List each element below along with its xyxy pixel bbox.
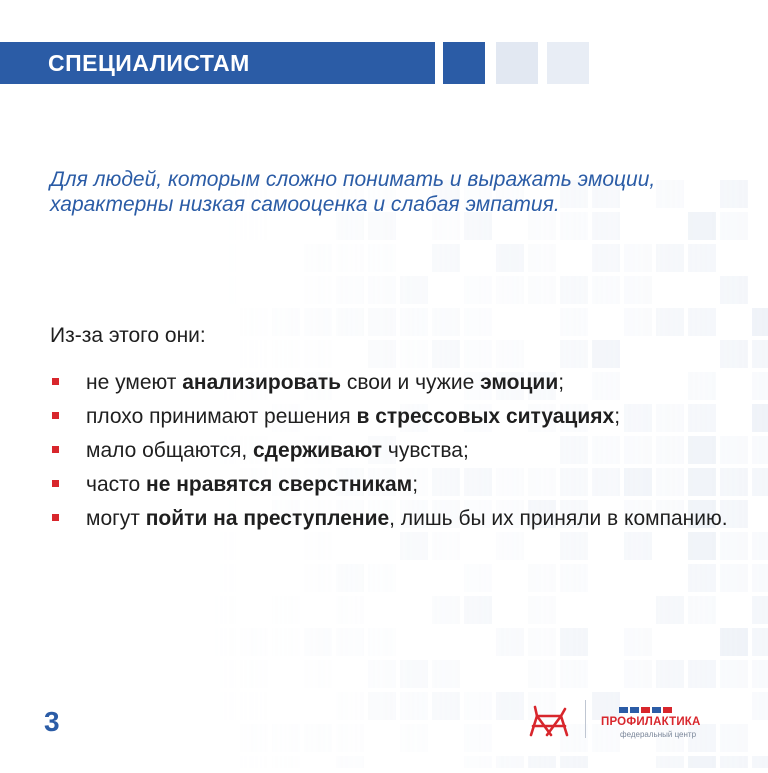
- list-item-text: мало общаются,: [86, 439, 253, 462]
- grid-cell: [336, 308, 364, 336]
- grid-cell: [208, 660, 236, 688]
- grid-cell: [432, 308, 460, 336]
- grid-cell: [208, 244, 236, 272]
- grid-cell: [304, 340, 332, 368]
- grid-cell: [304, 276, 332, 304]
- list-item: [50, 506, 730, 531]
- grid-cell: [752, 596, 768, 624]
- grid-cell: [368, 564, 396, 592]
- grid-cell: [688, 308, 716, 336]
- consequences-list: [50, 370, 730, 540]
- grid-cell: [304, 660, 332, 688]
- grid-cell: [528, 564, 556, 592]
- grid-cell: [752, 532, 768, 560]
- grid-cell: [752, 660, 768, 688]
- grid-cell: [464, 564, 492, 592]
- list-item-emphasis: сдерживают: [253, 439, 383, 462]
- grid-cell: [336, 564, 364, 592]
- grid-cell: [432, 692, 460, 720]
- grid-cell: [368, 660, 396, 688]
- header-decor-square: [547, 42, 589, 84]
- grid-cell: [720, 628, 748, 656]
- grid-cell: [464, 340, 492, 368]
- logo-name: ПРОФИЛАКТИКА: [601, 716, 701, 728]
- grid-cell: [752, 436, 768, 464]
- grid-cell: [496, 756, 524, 768]
- square-bullet-icon: [52, 514, 59, 521]
- grid-cell: [496, 692, 524, 720]
- grid-cell: [624, 308, 652, 336]
- grid-cell: [400, 340, 428, 368]
- list-item-emphasis: анализировать: [182, 371, 342, 394]
- grid-cell: [720, 660, 748, 688]
- list-item-text: , лишь бы их приняли в компанию.: [389, 507, 728, 530]
- list-item: [50, 370, 730, 395]
- grid-cell: [720, 724, 748, 752]
- grid-cell: [400, 692, 428, 720]
- list-item-text: свои и чужие: [341, 371, 481, 394]
- grid-cell: [656, 756, 684, 768]
- grid-cell: [496, 628, 524, 656]
- grid-cell: [368, 276, 396, 304]
- grid-cell: [688, 660, 716, 688]
- grid-cell: [528, 756, 556, 768]
- logo-subtitle: федеральный центр: [620, 730, 697, 739]
- intro-text: Для людей, которым сложно понимать и выражать эмоции, характерны низкая самооценка и слабая эмпатия.: [50, 168, 656, 216]
- grid-cell: [560, 628, 588, 656]
- grid-cell: [720, 212, 748, 240]
- grid-cell: [624, 660, 652, 688]
- list-item-text: плохо принимают решения: [86, 405, 357, 428]
- chair-logo-icon: [527, 704, 571, 738]
- grid-cell: [592, 276, 620, 304]
- grid-cell: [432, 660, 460, 688]
- square-bullet-icon: [52, 378, 59, 385]
- grid-cell: [752, 692, 768, 720]
- header-decor-square: [443, 42, 485, 84]
- list-item-emphasis: пойти на преступление: [145, 507, 390, 530]
- list-item-emphasis: не нравятся сверстникам: [146, 473, 413, 496]
- grid-cell: [240, 628, 268, 656]
- grid-cell: [592, 244, 620, 272]
- grid-cell: [432, 244, 460, 272]
- grid-cell: [688, 244, 716, 272]
- grid-cell: [464, 596, 492, 624]
- grid-cell: [752, 756, 768, 768]
- grid-cell: [560, 340, 588, 368]
- grid-cell: [464, 724, 492, 752]
- grid-cell: [400, 724, 428, 752]
- lead-text: Из-за этого они:: [50, 324, 206, 347]
- grid-cell: [688, 596, 716, 624]
- grid-cell: [752, 564, 768, 592]
- grid-cell: [560, 564, 588, 592]
- grid-cell: [528, 276, 556, 304]
- grid-cell: [336, 244, 364, 272]
- grid-cell: [656, 660, 684, 688]
- grid-cell: [496, 276, 524, 304]
- grid-cell: [496, 244, 524, 272]
- grid-cell: [208, 628, 236, 656]
- grid-cell: [240, 340, 268, 368]
- grid-cell: [240, 724, 268, 752]
- grid-cell: [336, 692, 364, 720]
- grid-cell: [752, 372, 768, 400]
- grid-cell: [528, 660, 556, 688]
- grid-cell: [464, 692, 492, 720]
- grid-cell: [592, 340, 620, 368]
- grid-cell: [560, 756, 588, 768]
- grid-cell: [688, 756, 716, 768]
- grid-cell: [272, 724, 300, 752]
- header-decor-square: [496, 42, 538, 84]
- grid-cell: [368, 244, 396, 272]
- grid-cell: [336, 628, 364, 656]
- grid-cell: [272, 756, 300, 768]
- grid-cell: [464, 308, 492, 336]
- grid-cell: [496, 340, 524, 368]
- logo-divider: [585, 700, 586, 738]
- grid-cell: [464, 756, 492, 768]
- list-item: [50, 438, 730, 463]
- grid-cell: [624, 276, 652, 304]
- grid-cell: [432, 596, 460, 624]
- grid-cell: [208, 564, 236, 592]
- grid-cell: [656, 308, 684, 336]
- grid-cell: [592, 724, 620, 752]
- grid-cell: [752, 628, 768, 656]
- list-item-text: чувства;: [382, 439, 469, 462]
- grid-cell: [624, 244, 652, 272]
- grid-cell: [208, 276, 236, 304]
- grid-cell: [304, 564, 332, 592]
- grid-cell: [400, 660, 428, 688]
- grid-cell: [336, 756, 364, 768]
- grid-cell: [432, 340, 460, 368]
- grid-cell: [336, 276, 364, 304]
- list-item-text: ;: [558, 371, 565, 394]
- grid-cell: [720, 756, 748, 768]
- list-item-text: ;: [412, 473, 419, 496]
- grid-cell: [240, 308, 268, 336]
- grid-cell: [528, 628, 556, 656]
- page-number: 3: [44, 706, 60, 737]
- grid-cell: [240, 660, 268, 688]
- grid-cell: [624, 628, 652, 656]
- grid-cell: [368, 692, 396, 720]
- header-title: СПЕЦИАЛИСТАМ: [48, 50, 250, 76]
- grid-cell: [560, 276, 588, 304]
- grid-cell: [336, 724, 364, 752]
- grid-cell: [656, 596, 684, 624]
- grid-cell: [528, 244, 556, 272]
- grid-cell: [560, 308, 588, 336]
- list-item-emphasis: эмоции: [480, 371, 559, 394]
- list-item-emphasis: в стрессовых ситуациях: [356, 405, 615, 428]
- grid-cell: [304, 244, 332, 272]
- grid-cell: [304, 724, 332, 752]
- grid-cell: [656, 244, 684, 272]
- grid-cell: [272, 308, 300, 336]
- grid-cell: [272, 340, 300, 368]
- grid-cell: [464, 276, 492, 304]
- grid-cell: [720, 276, 748, 304]
- grid-cell: [688, 564, 716, 592]
- list-item-text: могут: [86, 507, 146, 530]
- grid-cell: [368, 308, 396, 336]
- grid-cell: [720, 564, 748, 592]
- logo-flag-squares: [619, 707, 672, 713]
- list-item-text: часто: [86, 473, 147, 496]
- grid-cell: [400, 276, 428, 304]
- grid-cell: [272, 628, 300, 656]
- grid-cell: [208, 596, 236, 624]
- grid-cell: [752, 468, 768, 496]
- grid-cell: [240, 692, 268, 720]
- grid-cell: [304, 628, 332, 656]
- grid-cell: [560, 660, 588, 688]
- grid-cell: [688, 212, 716, 240]
- square-bullet-icon: [52, 480, 59, 487]
- header-banner: [0, 42, 435, 84]
- grid-cell: [720, 340, 748, 368]
- grid-cell: [528, 596, 556, 624]
- square-bullet-icon: [52, 446, 59, 453]
- grid-cell: [368, 340, 396, 368]
- grid-cell: [752, 404, 768, 432]
- grid-cell: [208, 692, 236, 720]
- square-bullet-icon: [52, 412, 59, 419]
- grid-cell: [272, 596, 300, 624]
- list-item-text: ;: [614, 405, 621, 428]
- grid-cell: [752, 340, 768, 368]
- grid-cell: [304, 308, 332, 336]
- grid-cell: [336, 596, 364, 624]
- grid-cell: [752, 308, 768, 336]
- list-item: [50, 472, 730, 497]
- grid-cell: [240, 756, 268, 768]
- grid-cell: [368, 628, 396, 656]
- list-item: [50, 404, 730, 429]
- grid-cell: [400, 308, 428, 336]
- grid-cell: [720, 180, 748, 208]
- list-item-text: не умеют: [86, 371, 183, 394]
